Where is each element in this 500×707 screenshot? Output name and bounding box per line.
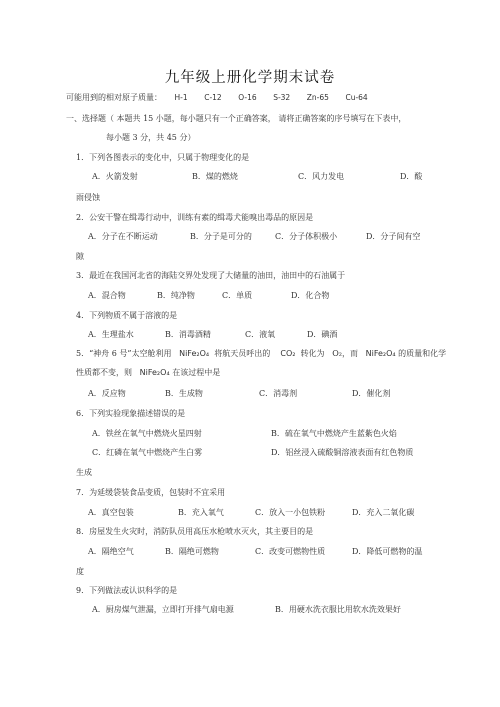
- q5-formula: NiFe₂O₄: [139, 368, 170, 377]
- question-8-stem: 8．房屋发生火灾时，消防队员用高压水枪喷水灭火，其主要目的是: [76, 527, 314, 536]
- question-4-option-d: D．碘酒: [307, 330, 338, 339]
- question-7-option-a: A．真空包装: [88, 508, 134, 517]
- question-6-option-c: C．红磷在氧气中燃烧产生白雾: [92, 448, 203, 457]
- question-8-option-c: C．改变可燃物性质: [255, 547, 326, 556]
- question-6-option-b: B．硫在氧气中燃烧产生蓝紫色火焰: [271, 429, 397, 438]
- question-3-option-b: B．纯净物: [157, 291, 195, 300]
- q5-stem-part: 的质量和化学: [398, 349, 447, 358]
- element-h: H-1: [174, 93, 188, 102]
- q5-stem-part: O₂，而: [332, 349, 358, 358]
- question-6-continuation: 生成: [76, 468, 92, 477]
- atomic-mass-line: [66, 93, 382, 103]
- question-8-option-b: B．隔绝可燃物: [165, 547, 219, 556]
- question-4-option-b: B．消毒酒精: [165, 330, 211, 339]
- q5-stem-part: 转化为: [300, 349, 325, 358]
- atomic-mass-label: 可能用到的相对原子质量：: [66, 93, 162, 102]
- q5-formula: NiFe₂O₄: [365, 349, 396, 358]
- question-5-stem: [76, 349, 446, 359]
- element-s: S-32: [273, 93, 291, 102]
- question-5-option-d: D．催化剂: [352, 389, 391, 398]
- question-7-option-b: B．充入氧气: [178, 508, 224, 517]
- q5-stem-part: 将航天员呼出的: [214, 349, 271, 358]
- question-2-option-d: D．分子间有空: [366, 232, 421, 241]
- question-2-option-a: A．分子在不断运动: [88, 232, 158, 241]
- question-5-option-c: C．消毒剂: [259, 389, 298, 398]
- question-9-stem: 9．下列做法或认识科学的是: [76, 586, 178, 595]
- question-1-stem: 1．下列各图表示的变化中，只属于物理变化的是: [76, 153, 250, 162]
- question-2-option-c: C．分子体积极小: [275, 232, 338, 241]
- question-8-continuation: 度: [76, 567, 84, 576]
- q5-stem-part: 5．“神舟 6 号”太空舱利用: [76, 349, 172, 358]
- question-2-continuation: 隙: [76, 252, 84, 261]
- question-2-option-b: B．分子是可分的: [190, 232, 252, 241]
- question-1-option-a: A．火箭发射: [92, 172, 138, 181]
- question-8-option-a: A．隔绝空气: [88, 547, 134, 556]
- question-5-stem-2: [76, 368, 220, 378]
- section-heading: 一、选择题（ 本题共 15 小题，每小题只有一个正确答案， 请将正确答案的序号填写在下表中，: [66, 114, 407, 123]
- element-c: C-12: [204, 93, 222, 102]
- question-9-option-a: A．厨房煤气泄漏，立即打开排气扇电源: [92, 605, 234, 614]
- question-4-option-c: C．液氧: [245, 330, 276, 339]
- page-title: 九年级上册化学期末试卷: [164, 70, 336, 86]
- question-2-stem: 2．公安干警在缉毒行动中，训练有素的缉毒犬能嗅出毒品的原因是: [76, 213, 314, 222]
- question-3-option-c: C．单质: [222, 291, 253, 300]
- element-cu: Cu-64: [345, 93, 368, 102]
- question-5-option-a: A．反应物: [88, 389, 126, 398]
- question-7-option-c: C．放入一小包铁粉: [255, 508, 326, 517]
- question-1-option-d: D．酸: [400, 172, 423, 181]
- element-zn: Zn-65: [306, 93, 329, 102]
- question-4-option-a: A．生理盐水: [88, 330, 134, 339]
- question-6-option-a: A．铁丝在氧气中燃烧火星四射: [92, 429, 202, 438]
- q5-formula: CO₂: [280, 349, 296, 358]
- q5-stem2-part: 在该过程中是: [172, 368, 221, 377]
- question-5-option-b: B．生成物: [165, 389, 203, 398]
- question-3-option-d: D．化合物: [291, 291, 330, 300]
- section-subline: 每小题 3 分，共 45 分）: [106, 133, 196, 142]
- question-3-stem: 3．最近在我国河北省的海陆交界处发现了大储量的油田，油田中的石油属于: [76, 271, 346, 280]
- question-9-option-b: B．用硬水洗衣服比用软水洗效果好: [275, 605, 401, 614]
- question-7-stem: 7．为延缓袋装食品变质，包装时不宜采用: [76, 488, 226, 497]
- question-7-option-d: D．充入二氧化碳: [352, 508, 415, 517]
- question-3-option-a: A．混合物: [88, 291, 126, 300]
- q5-stem2-part: 性质都不变，则: [76, 368, 132, 377]
- question-1-option-c: C．风力发电: [298, 172, 345, 181]
- question-8-option-d: D．降低可燃物的温: [352, 547, 423, 556]
- q5-formula: NiFe₂O₄: [179, 349, 210, 358]
- element-o: O-16: [238, 93, 257, 102]
- question-1-option-b: B．煤的燃烧: [192, 172, 238, 181]
- question-6-option-d: D．铝丝浸入硫酸铜溶液表面有红色物质: [271, 448, 414, 457]
- question-1-continuation: 雨侵蚀: [76, 193, 100, 202]
- question-6-stem: 6．下列实验现象描述错误的是: [76, 409, 186, 418]
- question-4-stem: 4．下列物质不属于溶液的是: [76, 311, 178, 320]
